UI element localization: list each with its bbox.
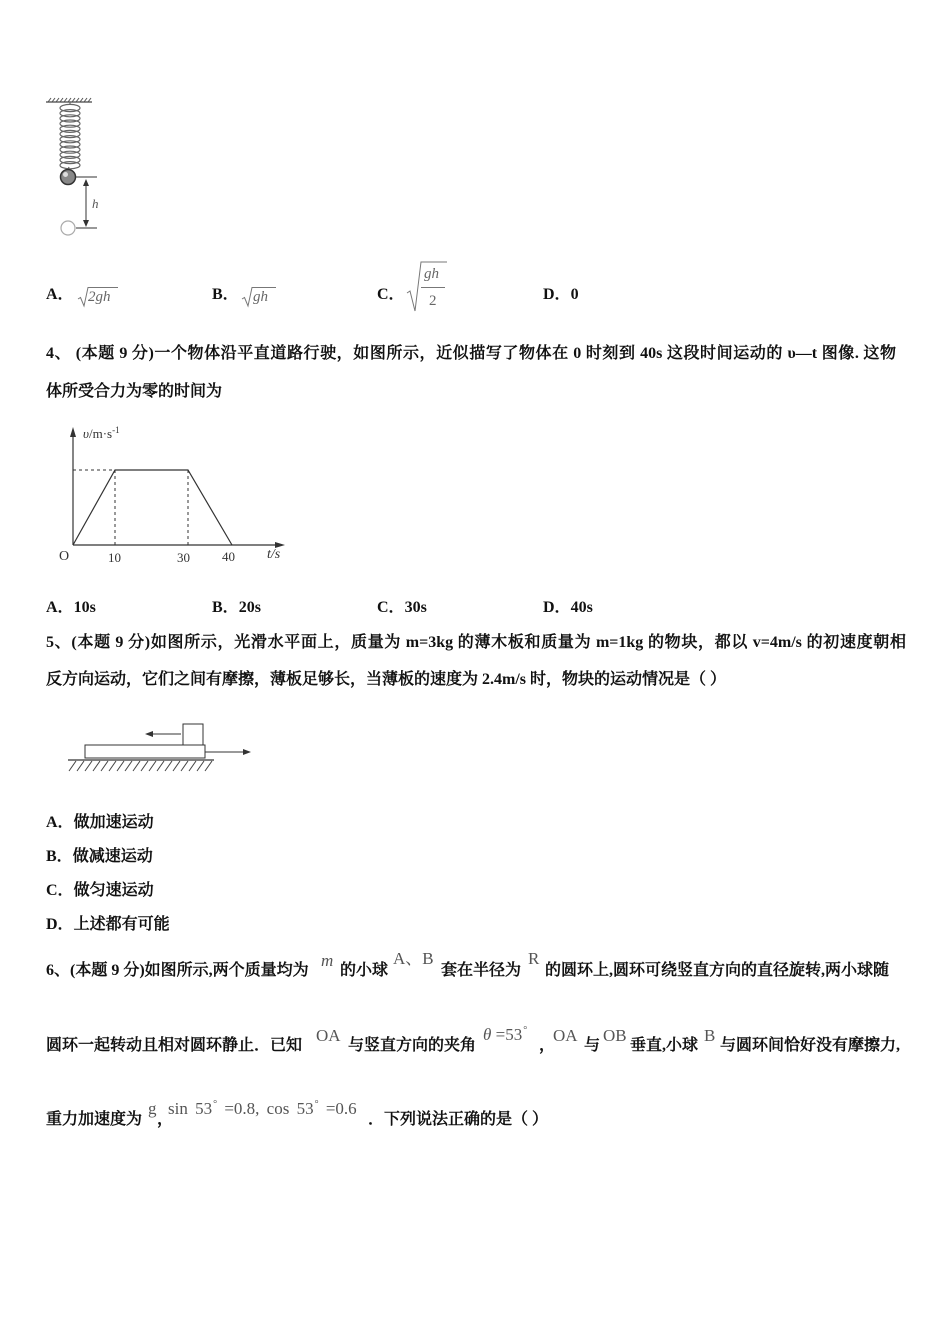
- q6-line2-text-2: 与竖直方向的夹角: [348, 1037, 477, 1054]
- q6-theta-value: =53: [491, 1025, 523, 1044]
- q6-radius-symbol: R: [528, 949, 540, 968]
- q4-option-b: [212, 598, 261, 618]
- q6-sin-degree: °: [213, 1099, 218, 1110]
- ball-highlight: [63, 172, 68, 177]
- q3-option-d-label: D．: [543, 286, 571, 303]
- q5-option-d-text: 上述都有可能: [73, 916, 170, 933]
- spring-coils: [60, 104, 80, 168]
- q3-option-b-radicand: gh: [253, 289, 268, 305]
- q6-line2-text-6: 与圆环间恰好没有摩擦力,: [720, 1037, 901, 1054]
- ground-hatch-mark: [157, 761, 164, 771]
- ground-hatch-mark: [85, 761, 92, 771]
- q4-option-c-label: C．: [377, 599, 405, 616]
- q6-line1-text-2: 的小球: [340, 962, 389, 979]
- q6-line3-comma: ，: [157, 1111, 174, 1128]
- height-label: h: [92, 196, 99, 211]
- q6-line3-text-1: 重力加速度为: [46, 1111, 143, 1128]
- ground-hatch-mark: [101, 761, 108, 771]
- q6-line2-text-1: 圆环一起转动且相对圆环静止．已知: [46, 1037, 303, 1054]
- v-symbol: υ: [83, 426, 89, 441]
- q6-line1-text-4: 的圆环上,圆环可绕竖直方向的直径旋转,两小球随: [545, 962, 890, 979]
- t-symbol: t: [267, 547, 271, 562]
- thin-board: [85, 745, 205, 758]
- q5-option-d: [46, 915, 170, 935]
- q6-ball-b-symbol: B: [704, 1026, 716, 1045]
- q4-option-d-text: 40s: [570, 599, 593, 616]
- velocity-line: [73, 470, 232, 545]
- q5-stem-line-1: 5、(本题 9 分)如图所示，光滑水平面上，质量为 m=3kg 的薄木板和质量为 m=1kg 的物块，都以 v=4m/s 的初速度朝相: [46, 634, 906, 651]
- q6-trig-values: [168, 1099, 357, 1122]
- origin-label: O: [59, 549, 70, 564]
- q5-option-b-text: 做减速运动: [72, 848, 153, 865]
- q3-option-c-denominator: 2: [429, 293, 437, 309]
- t-tick-40: 40: [222, 549, 235, 564]
- ground-hatch-mark: [69, 761, 76, 771]
- ground-hatch-mark: [77, 761, 84, 771]
- block-velocity-arrow-head: [145, 731, 153, 737]
- q6-line1-text-1: 6、(本题 9 分)如图所示,两个质量均为: [46, 962, 309, 979]
- spring-figure: [40, 95, 110, 240]
- q6-line2-text-4: 与: [584, 1037, 601, 1054]
- q6-gravity-symbol: g: [148, 1099, 157, 1118]
- v-axis-label: [83, 425, 120, 441]
- v-axis-arrow: [70, 427, 76, 437]
- ground-hatch: [69, 761, 212, 771]
- q4-option-c-text: 30s: [404, 599, 427, 616]
- q5-option-d-label: D．: [46, 916, 74, 933]
- q3-option-d: [543, 285, 579, 305]
- q4-option-b-label: B．: [212, 599, 239, 616]
- q6-line3-text-3: ．下列说法正确的是（ ）: [368, 1111, 549, 1128]
- q6-cos-value: =0.6: [318, 1099, 357, 1118]
- q6-line1-text-3: 套在半径为: [441, 962, 522, 979]
- q3-option-a-label: A．: [46, 286, 74, 303]
- q3-option-c-fraction-bar: [421, 287, 445, 288]
- q4-stem-line-2: 体所受合力为零的时间为: [46, 383, 223, 400]
- ball-lower-empty: [61, 221, 75, 235]
- q5-option-a-label: A．: [46, 814, 74, 831]
- ball-upper: [61, 170, 76, 185]
- ground-hatch-mark: [125, 761, 132, 771]
- q6-theta-degree: °: [523, 1025, 528, 1036]
- vt-graph: [55, 420, 295, 570]
- q6-theta-expression: [483, 1025, 527, 1048]
- height-arrow-up-head: [83, 179, 89, 186]
- q5-option-a: [46, 813, 154, 833]
- board-block-figure: [60, 715, 260, 780]
- ground-hatch-mark: [149, 761, 156, 771]
- q3-option-d-value: 0: [570, 286, 579, 303]
- block: [183, 724, 203, 745]
- spring-coil: [60, 162, 80, 169]
- t-tick-10: 10: [108, 550, 121, 565]
- ground-hatch-mark: [165, 761, 172, 771]
- q5-option-c: [46, 881, 154, 901]
- q5-stem-line-2: 反方向运动，它们之间有摩擦，薄板足够长，当薄板的速度为 2.4m/s 时，物块的运动情况是（ ）: [46, 671, 727, 688]
- q6-mass-symbol: m: [321, 951, 334, 970]
- q5-option-a-text: 做加速运动: [73, 814, 154, 831]
- q5-option-c-text: 做匀速运动: [73, 882, 154, 899]
- t-axis-label: [267, 547, 281, 562]
- q3-option-a-radicand: 2gh: [88, 289, 111, 305]
- q4-stem-line-1: 4、 (本题 9 分)一个物体沿平直道路行驶，如图所示，近似描写了物体在 0 时刻到 40s 这段时间运动的 υ—t 图像. 这物: [46, 345, 896, 362]
- q3-option-c-label: C．: [377, 286, 405, 303]
- q5-option-c-label: C．: [46, 882, 74, 899]
- q6-theta-symbol: θ: [483, 1025, 492, 1044]
- ground-hatch-mark: [189, 761, 196, 771]
- q6-sin-value: =0.8, cos 53: [217, 1099, 314, 1118]
- ground-hatch-mark: [109, 761, 116, 771]
- v-unit: /m·s: [88, 426, 113, 441]
- height-arrow-down-head: [83, 220, 89, 227]
- q4-option-a: [46, 598, 96, 618]
- v-unit-exponent: -1: [112, 425, 120, 435]
- q3-option-c-numerator: gh: [424, 266, 439, 282]
- t-tick-30: 30: [177, 550, 190, 565]
- ground-hatch-mark: [173, 761, 180, 771]
- ground-hatch-mark: [93, 761, 100, 771]
- ground-hatch-mark: [133, 761, 140, 771]
- ground-hatch-mark: [181, 761, 188, 771]
- board-velocity-arrow-head: [243, 749, 251, 755]
- ground-hatch-mark: [205, 761, 212, 771]
- q4-option-a-text: 10s: [73, 599, 96, 616]
- ground-hatch-mark: [117, 761, 124, 771]
- q3-option-b-label: B．: [212, 286, 239, 303]
- q6-line2-text-5: 垂直,小球: [630, 1037, 699, 1054]
- t-unit: /s: [270, 547, 281, 562]
- q5-option-b-label: B．: [46, 848, 73, 865]
- ground-hatch-mark: [197, 761, 204, 771]
- q4-option-b-text: 20s: [238, 599, 261, 616]
- q5-option-b: [46, 847, 153, 867]
- q6-oa-symbol-1: OA: [316, 1026, 341, 1045]
- ground-hatch-mark: [141, 761, 148, 771]
- q6-oa-symbol-2: OA: [553, 1026, 578, 1045]
- q4-option-d: [543, 598, 593, 618]
- q6-ob-symbol: OB: [603, 1026, 627, 1045]
- q6-sin-label: sin 53: [168, 1099, 213, 1118]
- q6-line2-comma: ，: [539, 1037, 556, 1054]
- q6-cos-degree: °: [314, 1099, 319, 1110]
- q4-option-c: [377, 598, 427, 618]
- q6-balls-ab: A、B: [393, 949, 434, 968]
- q4-option-a-label: A．: [46, 599, 74, 616]
- q4-option-d-label: D．: [543, 599, 571, 616]
